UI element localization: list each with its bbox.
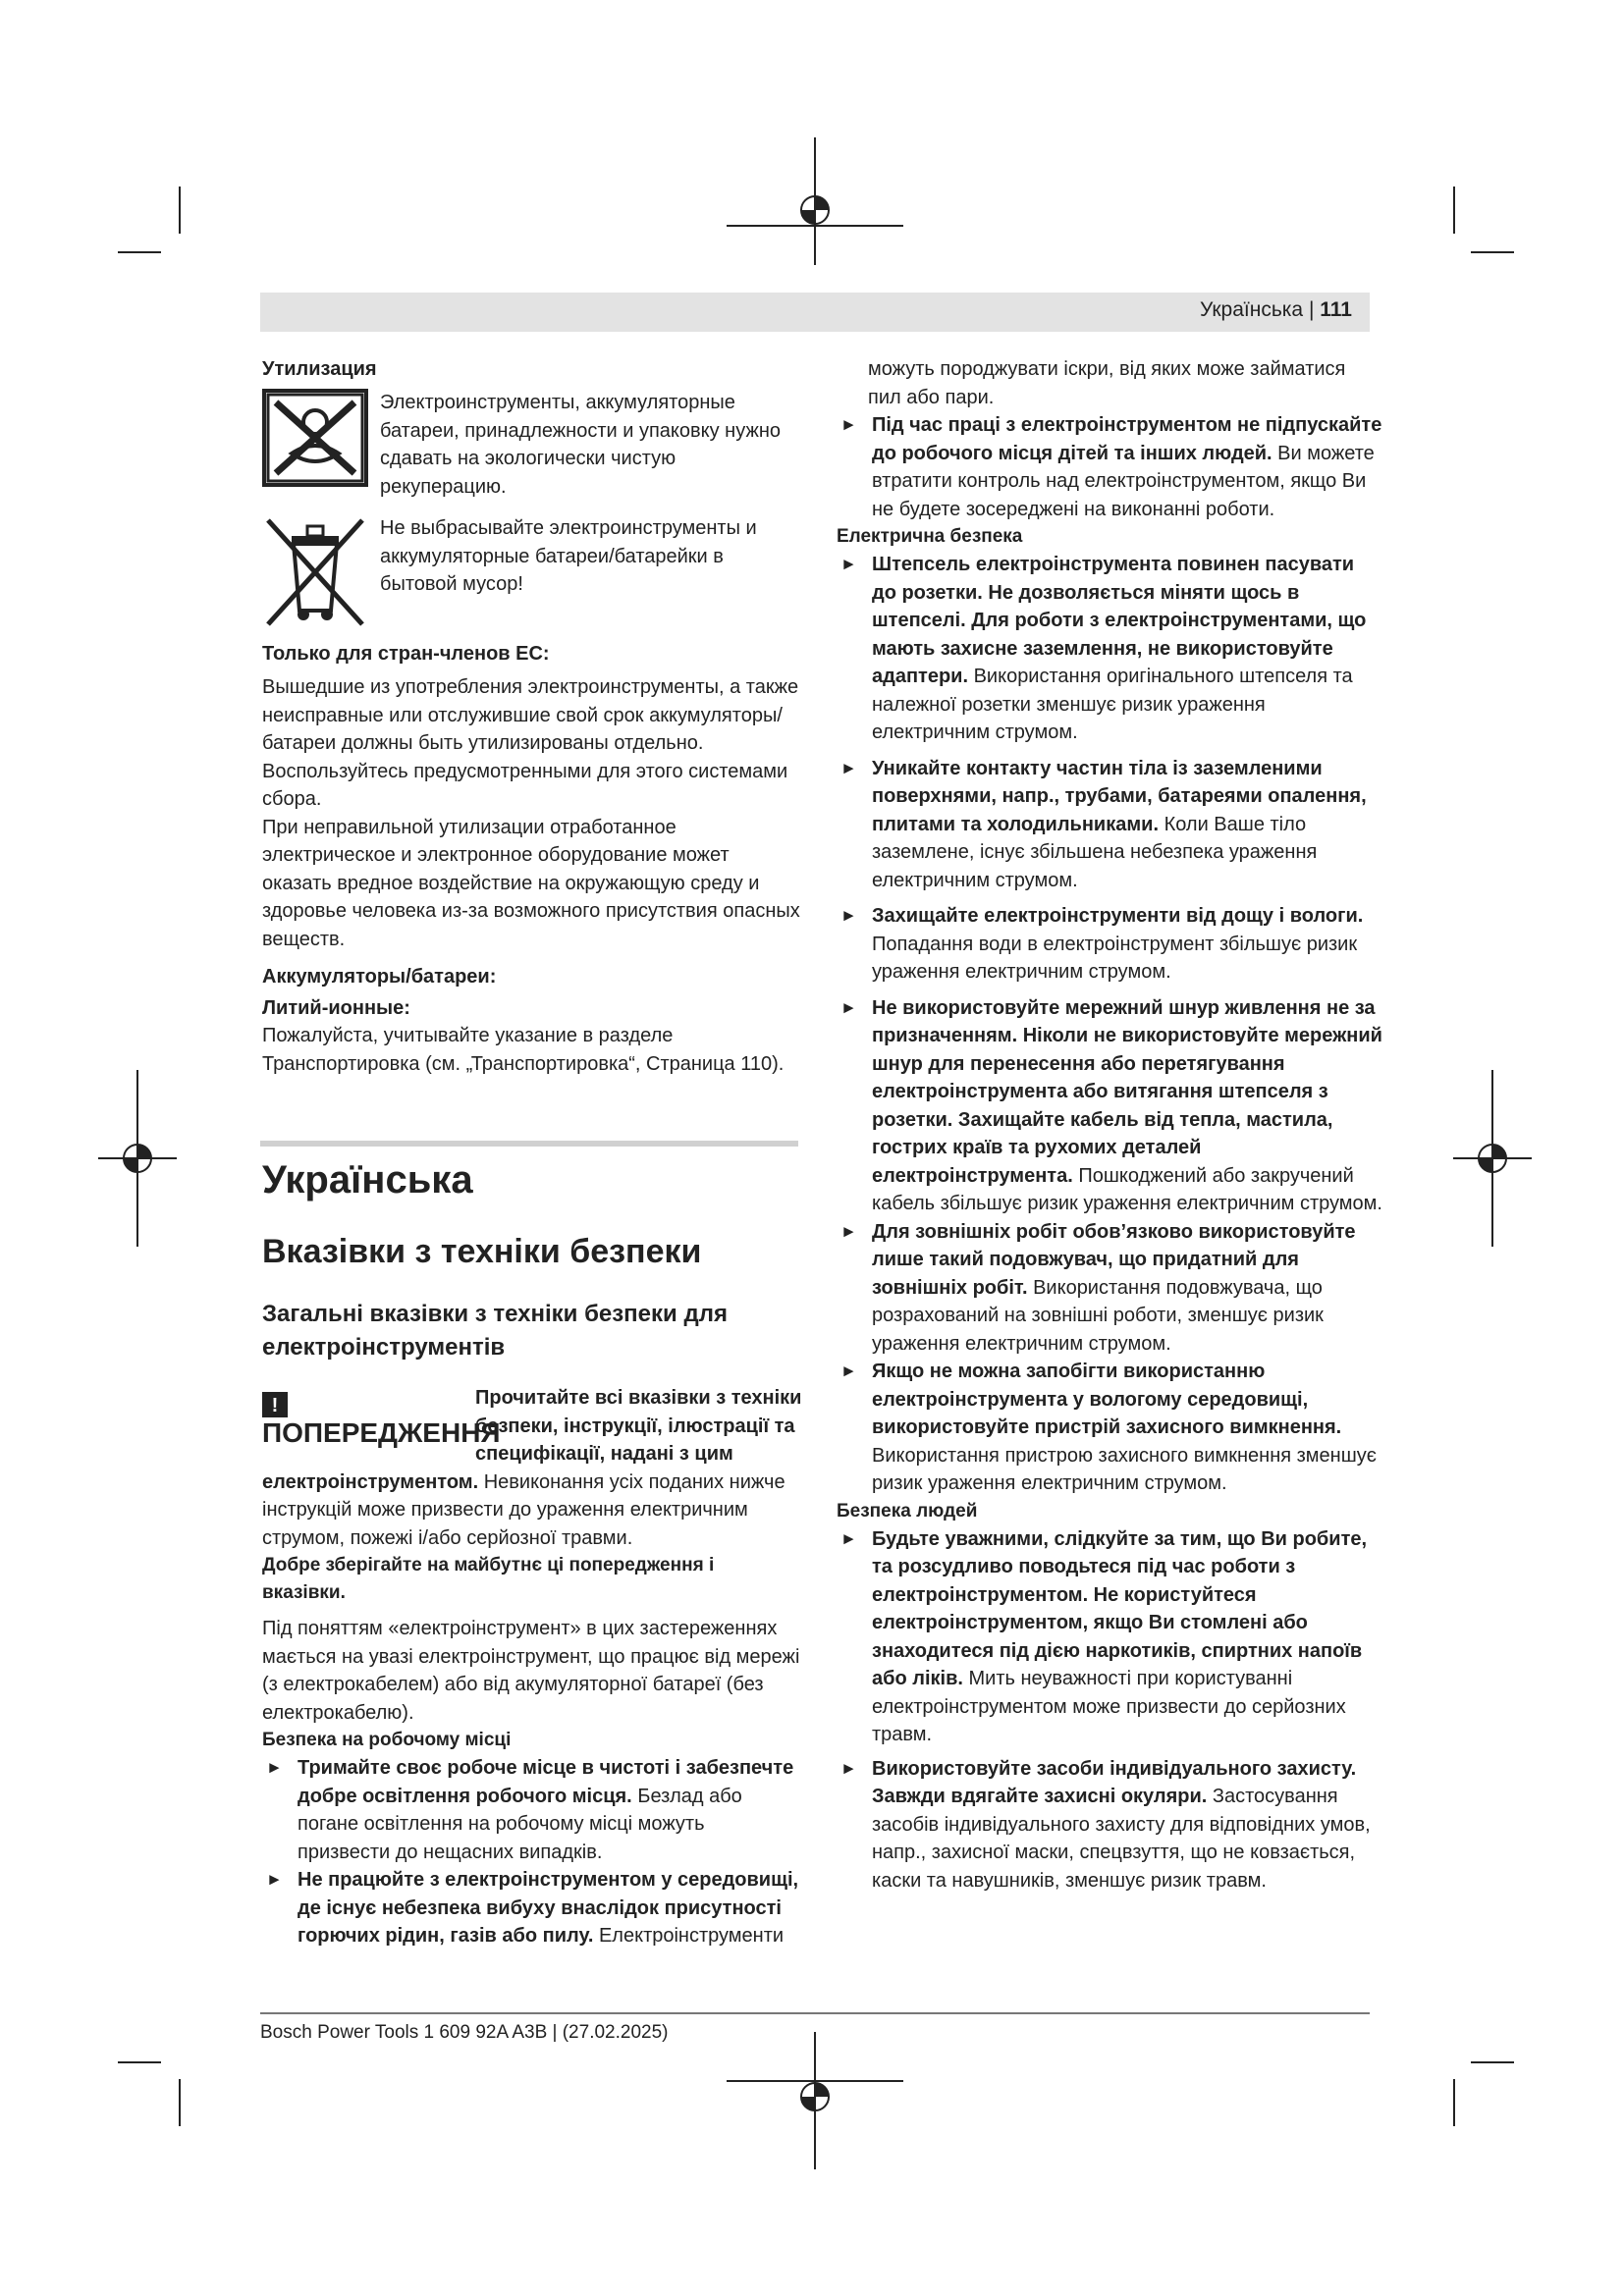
recycle-symbol-icon: [262, 389, 368, 487]
footer-text: Bosch Power Tools 1 609 92A A3B | (27.02.2025): [260, 2022, 669, 2043]
bullet-triangle-icon: ►: [840, 758, 857, 777]
bullet-triangle-icon: ►: [840, 555, 857, 573]
bullet-triangle-icon: ►: [840, 1758, 857, 1778]
header-text: [1200, 298, 1352, 322]
disposal-heading: Утилизация: [262, 358, 377, 380]
crop-mark: [1453, 187, 1455, 234]
crop-mark: [179, 2079, 181, 2126]
crop-mark: [179, 187, 181, 234]
continued-text: можуть породжувати іскри, від яких може займатися пил або пари.: [868, 358, 1346, 408]
lithium-text: Пожалуйста, учитывайте указание в разделе Транспортировка (см. „Транспортировка“, Страница 110).: [262, 1025, 785, 1075]
list-item: ► Уникайте контакту частин тіла із заземленими поверхнями, напр., трубами, батареями опалення, плитами та холодильниками. Коли Ваше тіло заземлене, існує збільшена небезпека ураження електричним струмом.: [837, 755, 1382, 895]
term-definition: Під поняттям «електроінструмент» в цих застереженнях мається на увазі електроінструмент, що працює від мережі (з електрокабелем) або від акумуляторної батареї (без електрокабелю).: [262, 1618, 800, 1724]
list-item: ► Будьте уважними, слідкуйте за тим, що Ви робите, та розсудливо поводьтеся під час роботи з електроінструментом. Не користуйтеся електроінструментом, якщо Ви стомлені або знаходитеся під дією наркотиків, спиртних напоїв або ліків. Мить неуважності при користуванні електроінструментом може призвести до серйозних травм.: [837, 1525, 1382, 1749]
workplace-heading: Безпека на робочому місці: [262, 1730, 512, 1750]
bullet-triangle-icon: ►: [840, 415, 857, 434]
eu-section: [262, 640, 800, 1078]
warning-label: !ПОПЕРЕДЖЕННЯ: [262, 1384, 463, 1449]
bullet-triangle-icon: ►: [840, 1528, 857, 1548]
list-item: ► Використовуйте засоби індивідуального захисту. Завжди вдягайте захисні окуляри. Застосування засобів індивідуального захисту для відповідних умов, напр., захисної маски, спецвзуття, що не ковзається, каски та навушників, зменшує ризик травм.: [837, 1755, 1382, 1896]
warning-triangle-icon: !: [262, 1392, 288, 1417]
list-item: ► Для зовнішніх робіт обов’язково використовуйте лише такий подовжувач, що придатний для зовнішніх робіт. Використання подовжувача, що розрахований на зовнішні роботи, зменшує ризик ураження електричним струмом.: [837, 1218, 1382, 1359]
disposal-row-2: [262, 514, 800, 630]
batteries-heading: Аккумуляторы/батареи:: [262, 966, 497, 988]
registration-mark-icon: [98, 1070, 177, 1247]
disposal-text-1: Электроинструменты, аккумуляторные батареи, принадлежности и упаковку нужно сдавать на экологически чистую рекуперацию.: [380, 392, 781, 498]
ukrainian-section: [262, 1156, 802, 1950]
crop-mark: [1453, 2079, 1455, 2126]
warning-block: [262, 1384, 802, 1552]
crop-mark: [118, 2061, 161, 2063]
disposal-text-2: Не выбрасывайте электроинструменты и аккумуляторные батареи/батарейки в бытовой мусор!: [380, 517, 757, 595]
personal-safety-heading: Безпека людей: [837, 1500, 978, 1522]
list-item: ► Захищайте електроінструменти від дощу і вологи. Попадання води в електроінструмент збільшує ризик ураження електричним струмом.: [837, 902, 1382, 987]
crop-mark: [118, 251, 161, 253]
page-number: 111: [1320, 298, 1352, 321]
crop-mark: [1471, 2061, 1514, 2063]
warning-text: Невиконання усіх поданих нижче інструкцій може призвести до ураження електричним струмом, пожежі і/або серйозної травми.: [262, 1470, 785, 1549]
list-item: ► Не працюйте з електроінструментом у середовищі, де існує небезпека вибуху внаслідок присутності горючих рідин, газів або пилу. Електроінструменти: [262, 1866, 802, 1950]
keep-instructions-heading: Добре зберігайте на майбутнє ці попередження і вказівки.: [262, 1555, 715, 1603]
registration-mark-icon: [1453, 1070, 1532, 1247]
list-item: ► Штепсель електроінструмента повинен пасувати до розетки. Не дозволяється міняти щось в штепселі. Для роботи з електроінструментами, що мають захисне заземлення, не використовуйте адаптери. Використання оригінального штепселя та належної розетки зменшує ризик ураження електричним струмом.: [837, 551, 1382, 747]
electrical-safety-heading: Електрична безпека: [837, 526, 1023, 547]
bullet-triangle-icon: ►: [266, 1758, 283, 1777]
bullet-triangle-icon: ►: [840, 1221, 857, 1241]
list-item: ► Не використовуйте мережний шнур живлення не за призначенням. Ніколи не використовуйте мережний шнур для перенесення або перетягування електроінструмента або витягання штепселя з розетки. Захищайте кабель від тепла, мастила, гострих країв та рухомих деталей електроінструмента. Пошкоджений або закручений кабель збільшує ризик ураження електричним струмом.: [837, 994, 1382, 1218]
list-item: ► Тримайте своє робоче місце в чистоті і забезпечте добре освітлення робочого місця. Безлад або погане освітлення на робочому місці можуть призвести до нещасних випадків.: [262, 1754, 802, 1866]
eu-heading: Только для стран-членов ЕС:: [262, 643, 550, 665]
general-safety-title: Загальні вказівки з техніки безпеки для електроінструментів: [262, 1301, 728, 1361]
language-title: Українська: [262, 1158, 473, 1201]
safety-title: Вказівки з техніки безпеки: [262, 1233, 702, 1270]
disposal-row-1: [262, 389, 800, 501]
list-item: ► Під час праці з електроінструментом не підпускайте до робочого місця дітей та інших людей. Ви можете втратити контроль над електроінструментом, якщо Ви не будете зосереджені на виконанні роботи.: [837, 411, 1382, 523]
eu-paragraph-1: Вышедшие из употребления электроинструменты, а также неисправные или отслужившие свой срок аккумуляторы/батареи должны быть утилизированы отдельно. Воспользуйтесь предусмотренными для этого системами сбора.: [262, 676, 799, 810]
registration-mark-icon: [727, 2032, 903, 2169]
bullet-triangle-icon: ►: [840, 997, 857, 1017]
header-language: Українська: [1199, 298, 1304, 321]
bullet-triangle-icon: ►: [840, 906, 857, 925]
registration-mark-icon: [727, 137, 903, 265]
left-column: [262, 355, 800, 630]
bullet-triangle-icon: ►: [266, 1870, 283, 1889]
section-divider: [260, 1141, 798, 1147]
crop-mark: [1471, 251, 1514, 253]
lithium-heading: Литий-ионные:: [262, 997, 410, 1019]
eu-paragraph-2: При неправильной утилизации отработанное электрическое и электронное оборудование может оказать вредное воздействие на окружающую среду и здоровье человека из-за возможного присутствия опасных веществ.: [262, 816, 800, 950]
list-item: ► Якщо не можна запобігти використанню електроінструмента у вологому середовищі, використовуйте пристрій захисного вимкнення. Використання пристрою захисного вимкнення зменшує ризик ураження електричним струмом.: [837, 1358, 1382, 1498]
footer-rule: [260, 2012, 1370, 2014]
header-separator: |: [1308, 298, 1315, 321]
bullet-triangle-icon: ►: [840, 1362, 857, 1380]
running-header: [260, 293, 1370, 332]
right-column: [837, 355, 1382, 1895]
warning-bold-text: Прочитайте всі вказівки з техніки безпеки, інструкції, ілюстрації та специфікації, надані з цим електроінструментом.: [262, 1387, 802, 1493]
crossed-bin-icon: [262, 514, 368, 630]
